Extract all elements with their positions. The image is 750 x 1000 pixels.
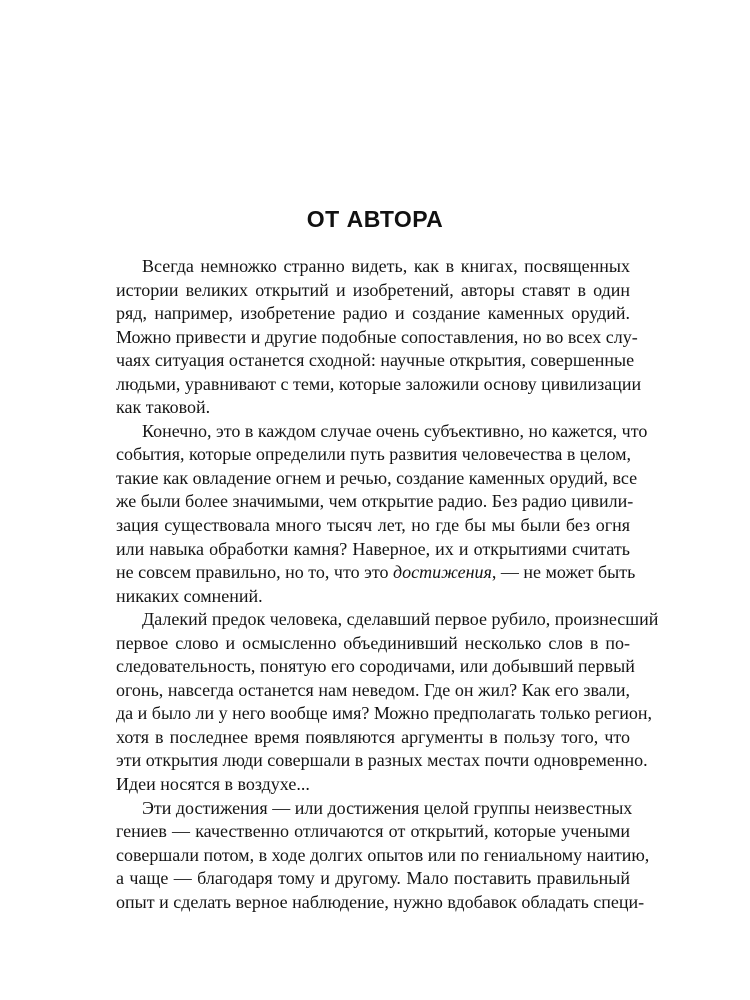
paragraph-3-line: эти открытия люди совершали в разных местах почти одновременно. (116, 750, 648, 771)
paragraph-3-line: Идеи носятся в воздухе... (116, 774, 310, 795)
paragraph-2-line (116, 561, 636, 585)
paragraph-2-line: такие как овладение огнем и речью, создание каменных орудий, все (116, 467, 638, 488)
paragraph-1-line: Всегда немножко странно видеть, как в книгах, посвященных (142, 256, 630, 276)
paragraph-1-line: чаях ситуация останется сходной: научные открытия, совершенные (116, 350, 635, 371)
paragraph-3-line: да и было ли у него вообще имя? Можно предполагать только регион, (116, 703, 652, 724)
paragraph-3-line: первое слово и осмысленно объединивший несколько слов в по- (116, 632, 630, 653)
paragraph-1-line: как таковой. (116, 397, 211, 418)
paragraph-2-line: никаких сомнений. (116, 585, 263, 606)
paragraph-3-line: Далекий предок человека, сделавший первое рубило, произнесший (142, 609, 659, 630)
paragraph-2-line: или навыка обработки камня? Наверное, их и открытиями считать (116, 538, 630, 559)
paragraph-3-line: следовательность, понятую его сородичами, или добывший первый (116, 656, 635, 677)
body-text (116, 255, 659, 914)
paragraph-1-line: людьми, уравнивают с теми, которые заложили основу цивилизации (116, 373, 642, 394)
paragraph-3-line: огонь, навсегда останется нам неведом. Где он жил? Как его звали, (116, 679, 630, 700)
paragraph-4-line: а чаще — благодаря тому и другому. Мало поставить правильный (116, 868, 630, 889)
paragraph-1-line: истории великих открытий и изобретений, авторы ставят в один (116, 279, 630, 300)
emphasized-word: достижения (392, 562, 492, 583)
paragraph-3-line: хотя в последнее время появляются аргументы в пользу того, что (116, 726, 630, 747)
chapter-title: ОТ АВТОРА (306, 206, 444, 232)
paragraph-2-text: не совсем правильно, но то, что это (116, 562, 393, 583)
paragraph-4-line: совершали потом, в ходе долгих опытов или по гениальному наитию, (116, 844, 650, 865)
paragraph-1-line: ряд, например, изобретение радио и создание каменных орудий. (116, 303, 630, 324)
paragraph-4-line: опыт и сделать верное наблюдение, нужно вдобавок обладать специ- (116, 891, 645, 912)
paragraph-2-line: события, которые определили путь развития человечества в целом, (116, 444, 632, 465)
paragraph-2-text: , — не может быть (491, 562, 636, 583)
paragraph-2-line: зация существовала много тысяч лет, но где бы мы были без огня (116, 515, 630, 536)
paragraph-4-line: Эти достижения — или достижения целой группы неизвестных (142, 797, 633, 818)
paragraph-1-line: Можно привести и другие подобные сопоставления, но во всех слу- (116, 326, 638, 347)
paragraph-2-line: Конечно, это в каждом случае очень субъективно, но кажется, что (142, 420, 648, 441)
paragraph-2-line: же были более значимыми, чем открытие радио. Без радио цивили- (116, 491, 634, 512)
paragraph-4-line: гениев — качественно отличаются от открытий, которые учеными (116, 821, 630, 842)
